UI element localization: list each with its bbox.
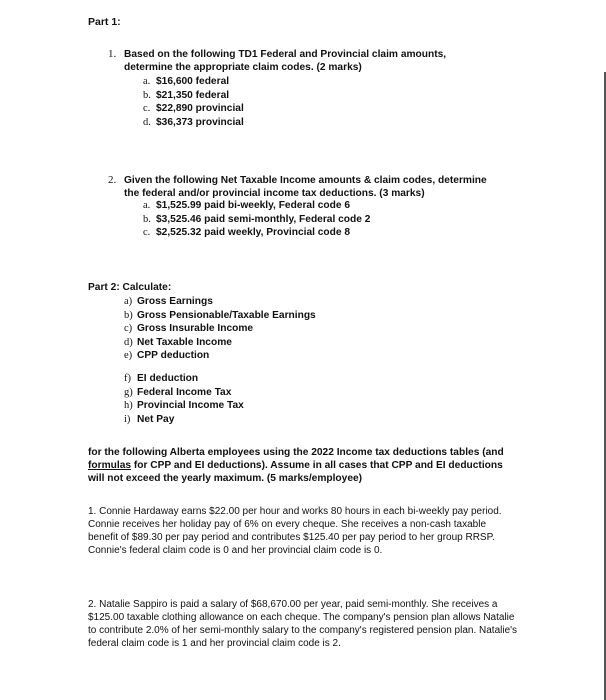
part2-items-group2 [124, 372, 244, 426]
question-2-line1: Given the following Net Taxable Income amounts & claim codes, determine [124, 175, 487, 186]
part2-instructions: for the following Alberta employees using the 2022 Income tax deductions tables (and formulas for CPP and EI deductions). Assume in all cases that CPP and EI deductions will not exceed the yearly maximum. (5 marks/employee) [88, 447, 504, 484]
list-item: h) Provincial Income Tax [124, 400, 244, 411]
question-1-items [143, 75, 244, 129]
list-item: a) Gross Earnings [124, 296, 213, 307]
employee-2-paragraph: 2. Natalie Sappiro is paid a salary of $68,670.00 per year, paid semi-monthly. She receives a $125.00 taxable clothing allowance on each cheque. The company's pension plan allows Natalie to contribute 2.0% of her semi-monthly salary to the company's registered pension plan. Natalie's federal claim code is 1 and her provincial claim code is 2. [88, 599, 518, 649]
list-item: c. $22,890 provincial [143, 103, 244, 114]
question-2-items [143, 199, 370, 240]
list-item: g) Federal Income Tax [124, 386, 232, 398]
list-item: c) Gross Insurable Income [124, 323, 254, 334]
part2-items-group1 [124, 295, 316, 363]
part2-title: Part 2: Calculate: [88, 282, 172, 293]
part1-title: Part 1: [88, 16, 121, 28]
list-item: a. $1,525.99 paid bi-weekly, Federal code 6 [143, 200, 351, 211]
list-item: b. $21,350 federal [143, 89, 230, 101]
question-1-line2: determine the appropriate claim codes. (2 marks) [124, 62, 362, 73]
employee-1-paragraph: 1. Connie Hardaway earns $22.00 per hour and works 80 hours in each bi-weekly pay period. Connie receives her holiday pay of 6% on every cheque. She receives a non-cash taxable benefit of $89.30 per pay period and contributes $125.40 per pay period to her group RRSP. Connie's federal claim code is 0 and her provincial claim code is 0. [88, 506, 502, 556]
question-1-number: 1. [108, 48, 117, 60]
list-item: d) Net Taxable Income [124, 336, 232, 348]
question-2-number: 2. [108, 174, 117, 186]
list-item: b. $3,525.46 paid semi-monthly, Federal code 2 [143, 213, 371, 225]
list-item: d. $36,373 provincial [143, 116, 244, 128]
question-2 [108, 174, 538, 200]
list-item: f) EI deduction [124, 373, 199, 384]
list-item: b) Gross Pensionable/Taxable Earnings [124, 309, 316, 321]
list-item: a. $16,600 federal [143, 76, 230, 87]
question-1 [108, 48, 528, 74]
question-2-line2: the federal and/or provincial income tax deductions. (3 marks) [124, 188, 425, 199]
question-1-line1: Based on the following TD1 Federal and Provincial claim amounts, [124, 49, 447, 60]
list-item: e) CPP deduction [124, 350, 210, 361]
formulas-underlined: formulas [88, 460, 132, 471]
list-item: i) Net Pay [124, 413, 175, 425]
list-item: c. $2,525.32 paid weekly, Provincial code 8 [143, 227, 351, 238]
